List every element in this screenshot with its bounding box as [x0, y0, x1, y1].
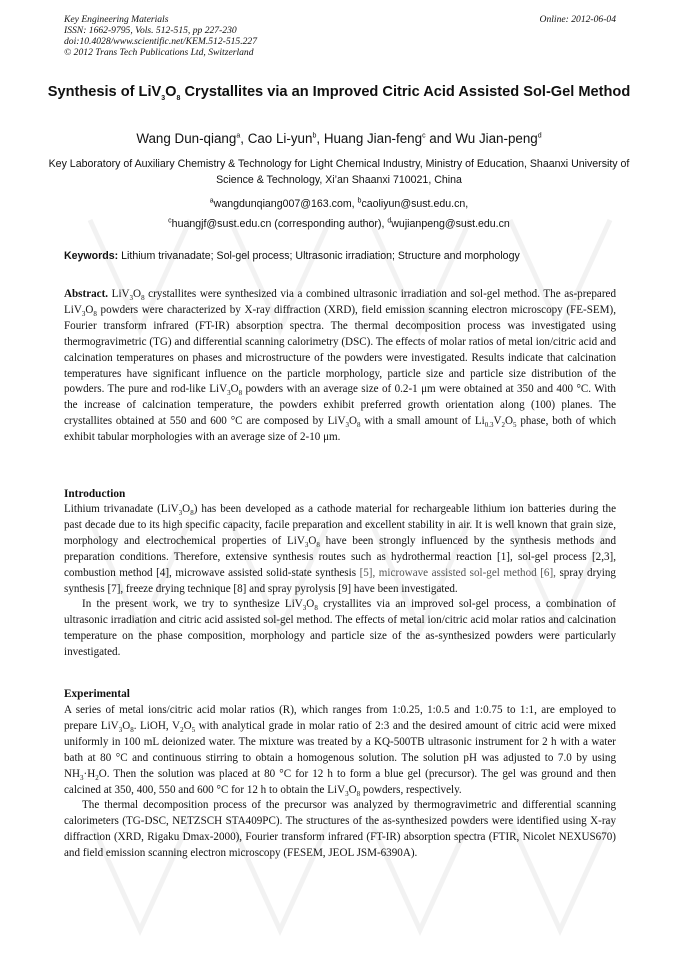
author-list: Wang Dun-qiang$^a$, Cao Li-yun$^b$, Huang Jian-feng$^c$ and Wu Jian-peng$^d$ [136, 131, 542, 146]
experimental-heading: Experimental [64, 688, 130, 700]
experimental-text: A series of metal ions/citric acid molar ratios (R), which ranges from 1:0.25, 1:0.5 and 1:0.75 to 1:1, are employed to prepare $LiV_3O_8$. LiOH, $V_2O_5$ with analytical grade in molar ratio of 2:3 and the desired amount of citric acid were mixed uniformly in 100 mL deionized water. The mixture was treated by a KQ-500TB ultrasonic instrument for 2 h with a water bath at 80 °C and continuous stirring to obtain a homogenous solution. The solution pH was adjusted to 7.0 by using $NH_3\cdot H_2O$. Then the solution was placed at 80 °C for 12 h to form a blue gel (precursor). The gel was ground and then calcined at 350, 400, 550 and 600 °C for 12 h to obtain the $LiV_3O_8$ powders, respectively. The thermal decomposition process of the precursor was analyzed by thermogravimetric and differential scanning calorimeters (TG-DSC, NETZSCH STA409PC). The structures of the as-synthesized powders were identified using X-ray diffraction (XRD, Rigaku Dmax-2000), Fourier transform infrared (FT-IR) absorption spectra (FTIR, Nicolet NEXUS670) and field emission scanning electron microscopy (FESEM, JEOL JSM-6390A). [64, 704, 616, 860]
abstract: Abstract. $LiV_3O_8$ crystallites were synthesized via a combined ultrasonic irradiation and sol-gel method. The as-prepared $LiV_3O_8$ powders were characterized by X-ray diffraction (XRD), field emission scanning electron microscopy (FE-SEM), Fourier transform infrared (FT-IR) absorption spectra. The thermal decomposition process was investigated using thermogravimetric (TG) and differential scanning calorimetry (DSC). The effects of molar ratios of metal ion/citric acid and calcination temperatures on phases and microstructure of the powders were investigated. Results indicate that calcination temperatures have significant influence on the particle morphology, particle size and particle size distribution of the powders. The pure and rod-like $LiV_3O_8$ powders with an average size of 0.2-1 μm were obtained at 350 and 400 °C. With the increase of calcination temperature, the powders exhibit preferred growth orientation along (100) planes. The crystallites obtained at 550 and 600 °C are composed by $LiV_3O_8$ with a small amount of $Li_{0.3}V_2O_5$ phase, both of which exhibit tabular morphologies with an average size of 2-10 μm. [64, 288, 617, 444]
online-date: Online: 2012-06-04 [539, 14, 616, 25]
keywords-label: Keywords: [64, 250, 119, 262]
author-name: Cao Li-yun [247, 131, 313, 146]
doi-line: doi:10.4028/www.scientific.net/KEM.512-515.227 [64, 36, 258, 47]
issn-line: ISSN: 1662-9795, Vols. 512-515, pp 227-230 [64, 25, 237, 36]
abstract-label: Abstract. [64, 288, 109, 300]
email-b[interactable]: caoliyun@sust.edu.cn [361, 198, 466, 210]
keywords [64, 249, 616, 263]
email-c[interactable]: huangjf@sust.edu.cn (corresponding author) [171, 218, 382, 230]
paper-title: Synthesis of $LiV_3O_8$ Crystallites via an Improved Citric Acid Assisted Sol-Gel Method [47, 84, 631, 102]
email-a[interactable]: wangdunqiang007@163.com [213, 198, 352, 210]
introduction-text: Lithium trivanadate $(LiV_3O_8)$ has been developed as a cathode material for rechargeable lithium ion batteries during the past decade due to its high specific capacity, facile preparation and excellent stability in air. It is well known that grain size, morphology and electrochemical properties of $LiV_3O_8$ have been strongly influenced by the synthesis methods and preparation conditions. Therefore, extensive synthesis routes such as hydrothermal reaction [1], sol-gel process [2,3], combustion method [4], microwave assisted solid-state synthesis [5], microwave assisted sol-gel method [6], spray drying synthesis [7], freeze drying technique [8] and spray pyrolysis [9] have been investigated. In the present work, we try to synthesize $LiV_3O_8$ crystallites via an improved sol-gel process, a combination of ultrasonic irradiation and citric acid assisted sol-gel method. The effects of metal ion/citric acid molar ratios and calcination temperature on the phase composition, morphology and particle size of the as-synthesized powders were particularly investigated. [64, 503, 616, 659]
journal-header [64, 14, 616, 58]
author-emails: $^a$wangdunqiang007@163.com, $^b$caoliyun@sust.edu.cn, $^c$huangjf@sust.edu.cn (corresponding author), $^d$wujianpeng@sust.edu.cn [168, 197, 510, 230]
journal-name: Key Engineering Materials [64, 14, 169, 25]
author-name: Wu Jian-peng [455, 131, 538, 146]
email-d[interactable]: wujianpeng@sust.edu.cn [391, 218, 510, 230]
keywords-text: Lithium trivanadate; Sol-gel process; Ultrasonic irradiation; Structure and morphology [121, 250, 520, 262]
affiliation: Key Laboratory of Auxiliary Chemistry & Technology for Light Chemical Industry, Ministry of Education, Shaanxi University of Science & Technology, Xi’an Shaanxi 710021, China [48, 158, 630, 186]
author-name: Wang Dun-qiang [136, 131, 237, 146]
grey-citation: [5], microwave assisted sol-gel method [6], [359, 566, 556, 579]
introduction-heading: Introduction [64, 488, 126, 500]
author-name: Huang Jian-feng [323, 131, 423, 146]
copyright-line: © 2012 Trans Tech Publications Ltd, Switzerland [64, 47, 254, 58]
